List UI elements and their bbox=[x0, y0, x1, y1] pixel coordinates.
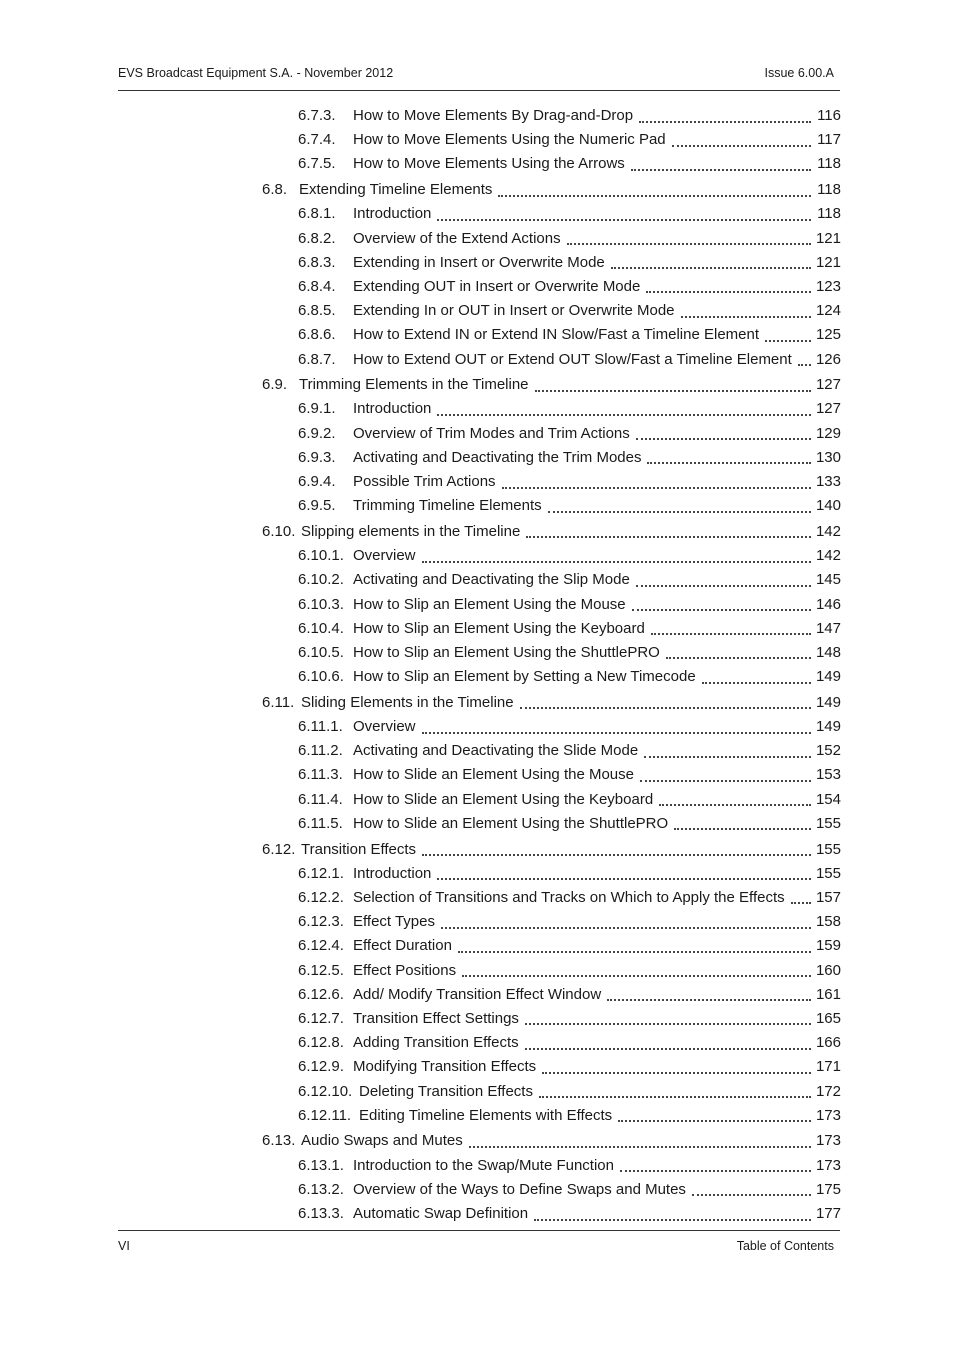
toc-entry-title: Introduction bbox=[353, 400, 432, 418]
dot-leader bbox=[632, 607, 811, 611]
toc-entry-leader bbox=[301, 520, 811, 544]
toc-entry-number: 6.8.3. bbox=[298, 253, 336, 271]
toc-entry-number: 6.12.10. bbox=[298, 1082, 353, 1100]
dot-leader bbox=[567, 241, 811, 245]
dot-leader bbox=[520, 705, 811, 709]
toc-entry[interactable] bbox=[0, 691, 954, 715]
toc-entry-page: 121 bbox=[815, 229, 841, 247]
dot-leader bbox=[647, 460, 811, 464]
toc-entry-title: Extending In or OUT in Insert or Overwrite Mode bbox=[353, 302, 675, 320]
dot-leader bbox=[502, 485, 811, 489]
toc-entry-title: Activating and Deactivating the Trim Modes bbox=[353, 448, 642, 466]
dot-leader bbox=[437, 876, 811, 880]
toc-entry-number: 6.12. bbox=[262, 840, 296, 858]
toc-entry-number: 6.12.11. bbox=[298, 1106, 352, 1124]
toc-entry-number: 6.8.2. bbox=[298, 229, 336, 247]
toc-entry-number: 6.9.3. bbox=[298, 448, 336, 466]
toc-entry-page: 147 bbox=[815, 619, 841, 637]
toc-entry-page: 152 bbox=[815, 742, 841, 760]
toc-entry[interactable] bbox=[0, 152, 954, 176]
toc-entry[interactable] bbox=[0, 959, 954, 983]
toc-entry-page: 173 bbox=[815, 1106, 841, 1124]
toc-entry-leader bbox=[301, 1129, 811, 1153]
toc-entry-number: 6.8. bbox=[262, 181, 288, 199]
dot-leader bbox=[437, 217, 811, 221]
toc-entry-page: 157 bbox=[815, 888, 841, 906]
dot-leader bbox=[672, 143, 811, 147]
toc-entry-page: 127 bbox=[815, 376, 841, 394]
toc-entry-title: Overview of the Ways to Define Swaps and Mutes bbox=[353, 1180, 686, 1198]
dot-leader bbox=[498, 193, 811, 197]
toc-entry-leader bbox=[353, 1055, 811, 1079]
toc-entry-number: 6.9.4. bbox=[298, 473, 336, 490]
header-issue: Issue 6.00.A bbox=[764, 66, 834, 80]
toc-entry[interactable] bbox=[0, 862, 954, 886]
toc-entry-leader bbox=[353, 446, 811, 470]
toc-entry-leader bbox=[353, 1202, 811, 1226]
toc-entry-leader bbox=[353, 544, 811, 568]
toc-entry-number: 6.8.4. bbox=[298, 277, 336, 295]
dot-leader bbox=[526, 534, 811, 538]
toc-entry-number: 6.12.1. bbox=[298, 864, 344, 882]
dot-leader bbox=[636, 583, 811, 587]
toc-entry-number: 6.12.9. bbox=[298, 1058, 344, 1076]
toc-entry-title: How to Slide an Element Using the Keyboard bbox=[353, 790, 654, 808]
toc-entry[interactable] bbox=[0, 251, 954, 275]
toc-entry[interactable] bbox=[0, 1129, 954, 1153]
toc-entry-title: Overview bbox=[353, 718, 416, 735]
toc-entry-title: Adding Transition Effects bbox=[353, 1034, 519, 1052]
toc-entry[interactable] bbox=[0, 178, 954, 202]
dot-leader bbox=[666, 655, 811, 659]
toc-entry-number: 6.7.3. bbox=[298, 107, 336, 124]
toc-entry-title: Editing Timeline Elements with Effects bbox=[359, 1106, 613, 1124]
toc-entry-page: 161 bbox=[815, 985, 841, 1003]
toc-entry[interactable] bbox=[0, 838, 954, 862]
toc-entry[interactable] bbox=[0, 715, 954, 739]
toc-entry-title: Transition Effects bbox=[301, 840, 417, 858]
toc-entry[interactable] bbox=[0, 299, 954, 323]
toc-entry-leader bbox=[353, 202, 811, 226]
toc-entry-title: Modifying Transition Effects bbox=[353, 1058, 537, 1076]
toc-entry-page: 175 bbox=[815, 1180, 841, 1198]
toc-entry-leader bbox=[353, 397, 811, 421]
toc-entry-page: 153 bbox=[815, 766, 841, 784]
toc-entry-leader bbox=[353, 128, 811, 152]
toc-entry-number: 6.9.5. bbox=[298, 497, 336, 515]
toc-entry-page: 149 bbox=[815, 718, 841, 735]
toc-entry-page: 118 bbox=[817, 205, 841, 223]
toc-entry-page: 171 bbox=[815, 1058, 841, 1076]
toc-entry-title: Transition Effect Settings bbox=[353, 1009, 519, 1027]
toc-entry-page: 177 bbox=[815, 1205, 841, 1222]
toc-entry-leader bbox=[299, 373, 811, 397]
toc-entry-leader bbox=[353, 299, 811, 323]
toc-entry[interactable] bbox=[0, 520, 954, 544]
toc-entry[interactable] bbox=[0, 983, 954, 1007]
toc-entry-leader bbox=[353, 763, 811, 787]
toc-entry-page: 140 bbox=[815, 497, 841, 515]
toc-entry[interactable] bbox=[0, 323, 954, 347]
toc-entry[interactable] bbox=[0, 494, 954, 518]
toc-entry-leader bbox=[353, 104, 811, 128]
toc-entry[interactable] bbox=[0, 544, 954, 568]
toc-entry-title: Selection of Transitions and Tracks on Which to Apply the Effects bbox=[353, 888, 785, 906]
dot-leader bbox=[611, 265, 811, 269]
toc-entry-number: 6.11. bbox=[262, 693, 295, 711]
dot-leader bbox=[659, 802, 811, 806]
toc-entry-leader bbox=[353, 959, 811, 983]
toc-entry-page: 149 bbox=[815, 668, 841, 686]
toc-entry-page: 158 bbox=[815, 913, 841, 931]
dot-leader bbox=[644, 754, 811, 758]
dot-leader bbox=[441, 925, 811, 929]
toc-entry-number: 6.9.1. bbox=[298, 400, 336, 418]
toc-entry[interactable] bbox=[0, 617, 954, 641]
header-publisher: EVS Broadcast Equipment S.A. - November 2012 bbox=[118, 66, 394, 80]
toc-entry-number: 6.8.1. bbox=[298, 205, 336, 223]
toc-entry[interactable] bbox=[0, 227, 954, 251]
toc-entry-title: Trimming Timeline Elements bbox=[353, 497, 542, 515]
toc-entry-number: 6.11.3. bbox=[298, 766, 343, 784]
toc-entry-number: 6.11.2. bbox=[298, 742, 343, 760]
toc-entry-leader bbox=[353, 1007, 811, 1031]
toc-entry[interactable] bbox=[0, 886, 954, 910]
toc-entry-leader bbox=[353, 1154, 811, 1178]
toc-entry-page: 159 bbox=[815, 937, 841, 955]
dot-leader bbox=[462, 973, 811, 977]
toc-entry-page: 173 bbox=[815, 1132, 841, 1150]
toc-entry-number: 6.8.7. bbox=[298, 350, 336, 368]
dot-leader bbox=[469, 1144, 811, 1148]
toc-entry-number: 6.13.2. bbox=[298, 1180, 344, 1198]
toc-entry[interactable] bbox=[0, 275, 954, 299]
toc-entry-page: 124 bbox=[815, 302, 841, 320]
toc-entry[interactable] bbox=[0, 763, 954, 787]
toc-entry-title: How to Move Elements Using the Arrows bbox=[353, 155, 625, 173]
dot-leader bbox=[765, 338, 811, 342]
toc-entry-title: Extending in Insert or Overwrite Mode bbox=[353, 253, 605, 271]
toc-entry-page: 126 bbox=[815, 350, 841, 368]
toc-entry-title: How to Extend IN or Extend IN Slow/Fast a Timeline Element bbox=[353, 326, 760, 344]
toc-entry-leader bbox=[353, 617, 811, 641]
toc-entry-leader bbox=[353, 568, 811, 592]
dot-leader bbox=[651, 631, 811, 635]
toc-entry-leader bbox=[353, 227, 811, 251]
toc-entry-leader bbox=[301, 838, 811, 862]
toc-entry-number: 6.8.6. bbox=[298, 326, 336, 344]
toc-entry-leader bbox=[359, 1104, 811, 1128]
toc-entry-number: 6.13. bbox=[262, 1132, 296, 1150]
dot-leader bbox=[798, 362, 811, 366]
toc-entry-page: 173 bbox=[815, 1156, 841, 1174]
toc-entry-title: How to Move Elements By Drag-and-Drop bbox=[353, 107, 634, 124]
toc-entry[interactable] bbox=[0, 1007, 954, 1031]
toc-entry-leader bbox=[353, 788, 811, 812]
toc-entry-number: 6.13.1. bbox=[298, 1156, 344, 1174]
toc-entry-title: Activating and Deactivating the Slide Mode bbox=[353, 742, 639, 760]
dot-leader bbox=[525, 1046, 811, 1050]
toc-entry[interactable] bbox=[0, 934, 954, 958]
toc-entry-number: 6.12.3. bbox=[298, 913, 344, 931]
toc-entry-page: 155 bbox=[815, 840, 841, 858]
toc-entry-title: Sliding Elements in the Timeline bbox=[301, 693, 514, 711]
dot-leader bbox=[636, 436, 811, 440]
toc-entry-leader bbox=[353, 983, 811, 1007]
toc-entry-title: Effect Positions bbox=[353, 961, 457, 979]
dot-leader bbox=[620, 1168, 811, 1172]
toc-entry-title: Extending Timeline Elements bbox=[299, 181, 493, 199]
page-footer bbox=[118, 1230, 840, 1253]
toc-entry[interactable] bbox=[0, 1178, 954, 1202]
dot-leader bbox=[422, 852, 811, 856]
toc-entry-number: 6.11.5. bbox=[298, 814, 343, 832]
toc-entry-title: Overview of Trim Modes and Trim Actions bbox=[353, 424, 630, 442]
dot-leader bbox=[692, 1192, 811, 1196]
dot-leader bbox=[458, 949, 811, 953]
toc-entry-page: 121 bbox=[815, 253, 841, 271]
toc-entry-title: Trimming Elements in the Timeline bbox=[299, 376, 529, 394]
dot-leader bbox=[674, 826, 811, 830]
toc-entry-page: 142 bbox=[815, 522, 841, 540]
dot-leader bbox=[640, 778, 811, 782]
toc-entry[interactable] bbox=[0, 1031, 954, 1055]
toc-entry-title: How to Slide an Element Using the ShuttlePRO bbox=[353, 814, 669, 832]
toc-entry-number: 6.12.7. bbox=[298, 1009, 344, 1027]
toc-entry-number: 6.7.5. bbox=[298, 155, 336, 173]
dot-leader bbox=[639, 119, 811, 123]
toc-entry-leader bbox=[353, 665, 811, 689]
toc-entry-number: 6.7.4. bbox=[298, 131, 336, 149]
toc-entry[interactable] bbox=[0, 470, 954, 494]
toc-entry[interactable] bbox=[0, 202, 954, 226]
toc-entry-leader bbox=[353, 593, 811, 617]
toc-entry[interactable] bbox=[0, 1202, 954, 1226]
toc-entry-page: 129 bbox=[815, 424, 841, 442]
toc-entry-leader bbox=[359, 1080, 811, 1104]
toc-entry-number: 6.12.6. bbox=[298, 985, 344, 1003]
toc-entry-title: How to Slip an Element by Setting a New Timecode bbox=[353, 668, 696, 686]
toc-entry[interactable] bbox=[0, 568, 954, 592]
dot-leader bbox=[702, 680, 811, 684]
toc-entry-page: 125 bbox=[815, 326, 841, 344]
toc-entry-title: Overview bbox=[353, 547, 416, 565]
page-header bbox=[118, 64, 840, 91]
toc-entry-title: Activating and Deactivating the Slip Mode bbox=[353, 571, 630, 589]
toc-entry-page: 145 bbox=[815, 571, 841, 589]
dot-leader bbox=[542, 1070, 811, 1074]
toc-entry-page: 146 bbox=[815, 595, 841, 613]
toc-entry-page: 142 bbox=[815, 547, 841, 565]
toc-entry[interactable] bbox=[0, 446, 954, 470]
toc-entry-page: 133 bbox=[815, 473, 841, 490]
toc-entry-page: 166 bbox=[815, 1034, 841, 1052]
dot-leader bbox=[646, 289, 811, 293]
toc-entry-title: How to Slide an Element Using the Mouse bbox=[353, 766, 634, 784]
toc-entry-leader bbox=[353, 910, 811, 934]
dot-leader bbox=[791, 900, 811, 904]
toc-entry[interactable] bbox=[0, 373, 954, 397]
toc-entry-page: 165 bbox=[815, 1009, 841, 1027]
toc-entry[interactable] bbox=[0, 1154, 954, 1178]
toc-entry-title: Automatic Swap Definition bbox=[353, 1205, 529, 1222]
toc-entry-page: 154 bbox=[815, 790, 841, 808]
toc-entry-title: Possible Trim Actions bbox=[353, 473, 496, 490]
dot-leader bbox=[548, 509, 811, 513]
toc-entry-title: Add/ Modify Transition Effect Window bbox=[353, 985, 602, 1003]
dot-leader bbox=[681, 314, 811, 318]
toc-entry-leader bbox=[353, 812, 811, 836]
toc-entry-leader bbox=[353, 494, 811, 518]
toc-entry-number: 6.10.2. bbox=[298, 571, 344, 589]
toc-entry-leader bbox=[353, 641, 811, 665]
toc-entry-title: How to Slip an Element Using the Mouse bbox=[353, 595, 626, 613]
toc-entry-leader bbox=[353, 422, 811, 446]
toc-entry[interactable] bbox=[0, 1080, 954, 1104]
toc-entry-title: How to Move Elements Using the Numeric Pad bbox=[353, 131, 666, 149]
toc-entry[interactable] bbox=[0, 641, 954, 665]
toc-entry-title: Effect Duration bbox=[353, 937, 452, 955]
toc-entry[interactable] bbox=[0, 593, 954, 617]
toc-entry-page: 123 bbox=[815, 277, 841, 295]
toc-entry-number: 6.13.3. bbox=[298, 1205, 344, 1222]
toc-entry-title: How to Slip an Element Using the ShuttlePRO bbox=[353, 643, 660, 661]
toc-entry-number: 6.12.8. bbox=[298, 1034, 344, 1052]
toc-entry[interactable] bbox=[0, 739, 954, 763]
toc-entry-number: 6.12.5. bbox=[298, 961, 344, 979]
toc-entry-number: 6.12.2. bbox=[298, 888, 344, 906]
toc-entry-number: 6.11.1. bbox=[298, 718, 343, 735]
toc-entry-leader bbox=[299, 178, 811, 202]
dot-leader bbox=[422, 559, 811, 563]
toc-entry-page: 127 bbox=[815, 400, 841, 418]
dot-leader bbox=[437, 412, 811, 416]
toc-entry-title: Audio Swaps and Mutes bbox=[301, 1132, 463, 1150]
toc-entry-leader bbox=[353, 1178, 811, 1202]
toc-entry-page: 155 bbox=[815, 814, 841, 832]
dot-leader bbox=[525, 1021, 811, 1025]
toc-entry-number: 6.12.4. bbox=[298, 937, 344, 955]
toc-entry-number: 6.10.6. bbox=[298, 668, 344, 686]
toc-entry[interactable] bbox=[0, 1104, 954, 1128]
toc-entry-page: 130 bbox=[815, 448, 841, 466]
toc-entry-number: 6.11.4. bbox=[298, 790, 343, 808]
toc-entry-leader bbox=[353, 886, 811, 910]
toc-entry-title: Introduction bbox=[353, 205, 432, 223]
dot-leader bbox=[534, 1217, 811, 1221]
toc-entry-leader bbox=[353, 470, 811, 494]
toc-entry-leader bbox=[353, 1031, 811, 1055]
toc-entry[interactable] bbox=[0, 128, 954, 152]
toc-entry-page: 148 bbox=[815, 643, 841, 661]
toc-entry-page: 116 bbox=[817, 107, 841, 124]
toc-entry-page: 149 bbox=[815, 693, 841, 711]
toc-entry-leader bbox=[353, 323, 811, 347]
toc-entry[interactable] bbox=[0, 397, 954, 421]
toc-entry-title: How to Extend OUT or Extend OUT Slow/Fast a Timeline Element bbox=[353, 350, 792, 368]
toc-entry-leader bbox=[353, 275, 811, 299]
toc-entry-title: Introduction bbox=[353, 864, 432, 882]
toc-entry-title: Overview of the Extend Actions bbox=[353, 229, 561, 247]
toc-entry-number: 6.10.4. bbox=[298, 619, 344, 637]
footer-section-title: Table of Contents bbox=[736, 1239, 834, 1253]
toc-entry-page: 117 bbox=[817, 131, 841, 149]
toc-entry-page: 172 bbox=[815, 1082, 841, 1100]
dot-leader bbox=[618, 1118, 811, 1122]
toc-entry-title: Slipping elements in the Timeline bbox=[301, 522, 521, 540]
toc-entry-number: 6.9. bbox=[262, 376, 288, 394]
toc-entry-leader bbox=[301, 691, 811, 715]
toc-entry[interactable] bbox=[0, 104, 954, 128]
toc-entry-page: 118 bbox=[817, 155, 841, 173]
toc-entry[interactable] bbox=[0, 422, 954, 446]
toc-entry-number: 6.9.2. bbox=[298, 424, 336, 442]
toc-entry-leader bbox=[353, 862, 811, 886]
toc-entry[interactable] bbox=[0, 348, 954, 372]
toc-entry-title: Effect Types bbox=[353, 913, 435, 931]
toc-entry-leader bbox=[353, 715, 811, 739]
toc-entry-number: 6.8.5. bbox=[298, 302, 336, 320]
toc-entry-number: 6.10. bbox=[262, 522, 296, 540]
toc-entry-number: 6.10.3. bbox=[298, 595, 344, 613]
toc-entry-page: 118 bbox=[817, 181, 841, 199]
toc-entry-title: Deleting Transition Effects bbox=[359, 1082, 533, 1100]
toc-entry[interactable] bbox=[0, 812, 954, 836]
toc-entry-page: 160 bbox=[815, 961, 841, 979]
toc-entry[interactable] bbox=[0, 665, 954, 689]
dot-leader bbox=[607, 997, 811, 1001]
dot-leader bbox=[631, 167, 811, 171]
dot-leader bbox=[539, 1094, 811, 1098]
toc-entry[interactable] bbox=[0, 788, 954, 812]
toc-entry-number: 6.10.5. bbox=[298, 643, 344, 661]
toc-entry-leader bbox=[353, 934, 811, 958]
toc-entry-page: 155 bbox=[815, 864, 841, 882]
toc-entry-leader bbox=[353, 251, 811, 275]
toc-entry-leader bbox=[353, 348, 811, 372]
footer-page-number: VI bbox=[118, 1239, 130, 1253]
toc-entry-title: Introduction to the Swap/Mute Function bbox=[353, 1156, 614, 1174]
toc-entry-title: How to Slip an Element Using the Keyboard bbox=[353, 619, 645, 637]
toc-entry[interactable] bbox=[0, 1055, 954, 1079]
toc-entry[interactable] bbox=[0, 910, 954, 934]
dot-leader bbox=[422, 730, 811, 734]
toc-entry-leader bbox=[353, 152, 811, 176]
toc-entry-number: 6.10.1. bbox=[298, 547, 344, 565]
toc-entry-title: Extending OUT in Insert or Overwrite Mode bbox=[353, 277, 641, 295]
dot-leader bbox=[535, 388, 811, 392]
toc-entry-leader bbox=[353, 739, 811, 763]
